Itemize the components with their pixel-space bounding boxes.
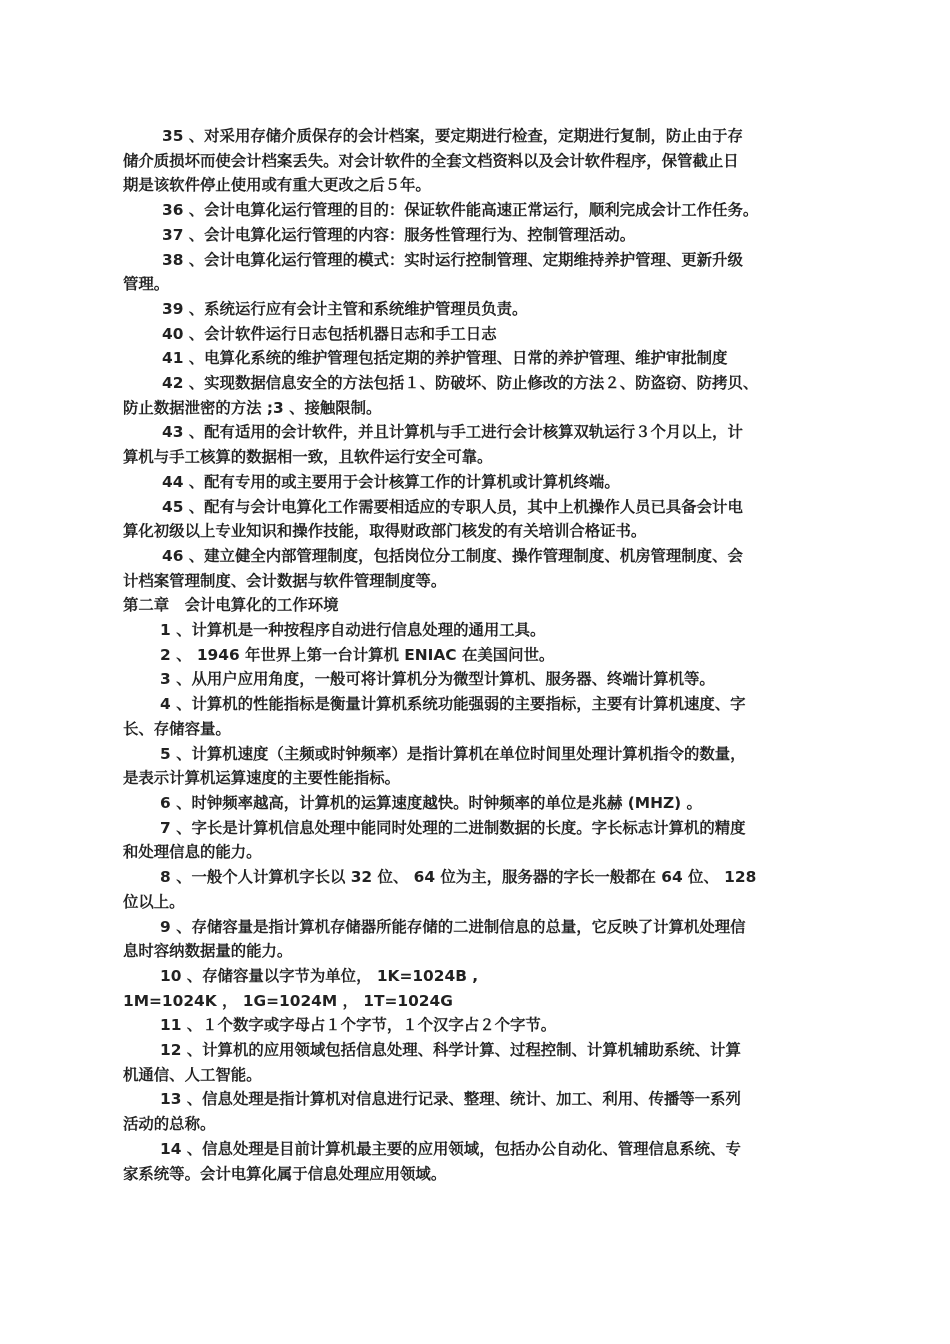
chapter-paragraph	[123, 618, 823, 643]
paragraph-line: 2 、 1946 年世界上第一台计算机 ENIAC 在美国问世。	[160, 645, 555, 664]
paragraph-line: 44 、配有专用的或主要用于会计核算工作的计算机或计算机终端。	[162, 472, 620, 491]
paragraph	[123, 371, 823, 420]
paragraph-line: 和处理信息的能力。	[123, 843, 262, 862]
paragraph-line: 1M=1024K ， 1G=1024M ， 1T=1024G	[123, 991, 453, 1010]
paragraph	[123, 248, 823, 297]
paragraph-line: 42 、实现数据信息安全的方法包括１、防破坏、防止修改的方法２、防盗窃、防拷贝、	[162, 374, 759, 393]
paragraph-line: 7 、字长是计算机信息处理中能同时处理的二进制数据的长度。字长标志计算机的精度	[160, 818, 746, 837]
paragraph-line: 11 、１个数字或字母占１个字节，１个汉字占２个字节。	[160, 1016, 557, 1035]
paragraph-line: 39 、系统运行应有会计主管和系统维护管理员负责。	[162, 299, 528, 318]
paragraph-line: 37 、会计电算化运行管理的内容：服务性管理行为、控制管理活动。	[162, 225, 636, 244]
paragraph-line: 36 、会计电算化运行管理的目的：保证软件能高速正常运行，顺利完成会计工作任务。	[162, 201, 759, 220]
chapter-paragraph	[123, 742, 823, 791]
paragraph-line: 45 、配有与会计电算化工作需要相适应的专职人员，其中上机操作人员已具备会计电	[162, 497, 743, 516]
paragraph	[123, 124, 823, 198]
paragraph-line: 1 、计算机是一种按程序自动进行信息处理的通用工具。	[160, 621, 546, 640]
paragraph-line: 4 、计算机的性能指标是衡量计算机系统功能强弱的主要指标，主要有计算机速度、字	[160, 695, 746, 714]
chapter-paragraph	[123, 643, 823, 668]
paragraph-line: 防止数据泄密的方法 ;3 、接触限制。	[123, 398, 382, 417]
paragraph-line: 期是该软件停止使用或有重大更改之后５年。	[123, 176, 431, 195]
paragraph	[123, 297, 823, 322]
paragraph	[123, 470, 823, 495]
paragraph	[123, 544, 823, 593]
paragraph-line: 算化初级以上专业知识和操作技能，取得财政部门核发的有关培训合格证书。	[123, 522, 647, 541]
paragraph-line: 12 、计算机的应用领域包括信息处理、科学计算、过程控制、计算机辅助系统、计算	[160, 1041, 741, 1060]
chapter-paragraph	[123, 915, 823, 964]
paragraph	[123, 420, 823, 469]
paragraph-line: 38 、会计电算化运行管理的模式：实时运行控制管理、定期维持养护管理、更新升级	[162, 250, 743, 269]
paragraph-line: 8 、一般个人计算机字长以 32 位、 64 位为主，服务器的字长一般都在 64 位、 128	[160, 868, 757, 887]
chapter-paragraph	[123, 964, 823, 1013]
paragraph-line: 储介质损坏而使会计档案丢失。对会计软件的全套文档资料以及会计软件程序，保管截止日	[123, 151, 739, 170]
paragraph-line: 40 、会计软件运行日志包括机器日志和手工日志	[162, 324, 497, 343]
paragraph-line: 9 、存储容量是指计算机存储器所能存储的二进制信息的总量，它反映了计算机处理信	[160, 917, 746, 936]
document-body	[123, 124, 823, 1186]
paragraph	[123, 223, 823, 248]
paragraph	[123, 198, 823, 223]
paragraph-line: 46 、建立健全内部管理制度，包括岗位分工制度、操作管理制度、机房管理制度、会	[162, 546, 743, 565]
paragraph-line: 5 、计算机速度（主频或时钟频率）是指计算机在单位时间里处理计算机指令的数量，	[160, 744, 746, 763]
paragraph-line: 43 、配有适用的会计软件，并且计算机与手工进行会计核算双轨运行３个月以上，计	[162, 423, 743, 442]
chapter-paragraph	[123, 1137, 823, 1186]
chapter-paragraph	[123, 816, 823, 865]
chapter-paragraph	[123, 1038, 823, 1087]
paragraph-line: 长、存储容量。	[123, 719, 231, 738]
paragraph-line: 机通信、人工智能。	[123, 1065, 262, 1084]
paragraph-line: 13 、信息处理是指计算机对信息进行记录、整理、统计、加工、利用、传播等一系列	[160, 1090, 741, 1109]
paragraph-line: 3 、从用户应用角度，一般可将计算机分为微型计算机、服务器、终端计算机等。	[160, 670, 715, 689]
paragraph-line: 算机与手工核算的数据相一致，且软件运行安全可靠。	[123, 448, 493, 467]
chapter-title: 第二章 会计电算化的工作环境	[123, 596, 339, 615]
paragraph-line: 管理。	[123, 275, 170, 294]
paragraph-line: 14 、信息处理是目前计算机最主要的应用领域，包括办公自动化、管理信息系统、专	[160, 1139, 741, 1158]
paragraph-line: 35 、对采用存储介质保存的会计档案，要定期进行检查，定期进行复制，防止由于存	[162, 127, 743, 145]
paragraph-line: 息时容纳数据量的能力。	[123, 942, 293, 961]
paragraph-line: 10 、存储容量以字节为单位， 1K=1024B ,	[160, 966, 479, 985]
paragraph-line: 41 、电算化系统的维护管理包括定期的养护管理、日常的养护管理、维护审批制度	[162, 349, 728, 368]
paragraph-line: 家系统等。会计电算化属于信息处理应用领域。	[123, 1164, 447, 1183]
chapter-paragraph	[123, 1013, 823, 1038]
chapter-paragraph	[123, 667, 823, 692]
paragraph	[123, 346, 823, 371]
paragraph-line: 是表示计算机运算速度的主要性能指标。	[123, 769, 401, 788]
paragraph	[123, 322, 823, 347]
paragraph	[123, 495, 823, 544]
chapter-paragraph	[123, 692, 823, 741]
chapter-paragraph	[123, 791, 823, 816]
paragraph-line: 活动的总称。	[123, 1115, 216, 1134]
chapter-paragraph	[123, 865, 823, 914]
chapter-paragraph	[123, 1087, 823, 1136]
paragraph-line: 位以上。	[123, 892, 185, 911]
paragraph-line: 6 、时钟频率越高，计算机的运算速度越快。时钟频率的单位是兆赫 (MHZ) 。	[160, 793, 702, 812]
paragraph-line: 计档案管理制度、会计数据与软件管理制度等。	[123, 571, 447, 590]
